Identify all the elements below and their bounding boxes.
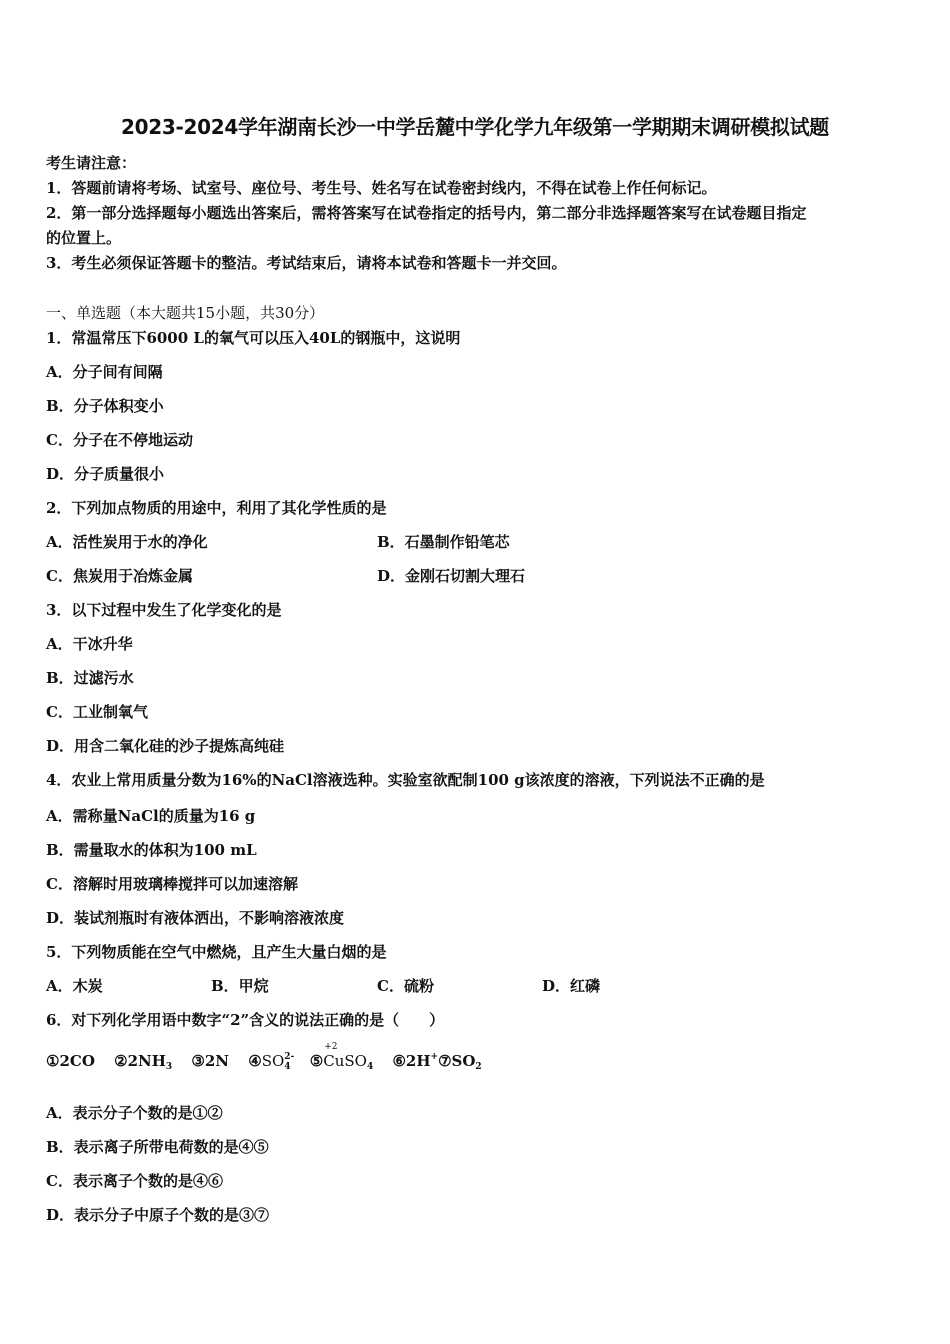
option-3b: B．过滤污水 <box>46 669 134 687</box>
notice-item: 2．第一部分选择题每小题选出答案后，需将答案写在试卷指定的括号内，第二部分非选择题答案写在试卷题目指定 <box>46 204 807 222</box>
option-3d: D．用含二氧化硅的沙子提炼高纯硅 <box>46 737 285 755</box>
option-4a: A．需称量NaCl的质量为16 g <box>46 807 256 825</box>
formula-5: ⑤ +2 CuSO$_4$ <box>309 1042 374 1072</box>
question-stem-4: 4．农业上常用质量分数为16%的NaCl溶液选种。实验室欲配制100 g该浓度的溶液，下列说法不正确的是 <box>46 771 765 789</box>
question-stem-3: 3．以下过程中发生了化学变化的是 <box>46 601 282 619</box>
option-6a: A．表示分子个数的是①② <box>46 1104 223 1122</box>
option-6c: C．表示离子个数的是④⑥ <box>46 1172 223 1190</box>
notice-heading: 考生请注意： <box>46 154 137 172</box>
option-5c: C．硫粉 <box>377 977 434 995</box>
option-6b: B．表示离子所带电荷数的是④⑤ <box>46 1138 269 1156</box>
option-2a: A．活性炭用于水的净化 <box>46 533 208 551</box>
page-title: 2023-2024学年湖南长沙一中学岳麓中学化学九年级第一学期期末调研模拟试题 <box>121 115 829 139</box>
notice-item: 的位置上。 <box>46 229 122 247</box>
formula-6-7: $⑥2H^+⑦SO_2$ <box>392 1052 482 1072</box>
question-stem-6: 6．对下列化学用语中数字“2”含义的说法正确的是（ ） <box>46 1011 445 1029</box>
notice-item: 1．答题前请将考场、试室号、座位号、考生号、姓名写在试卷密封线内，不得在试卷上作任何标记。 <box>46 179 717 197</box>
formula-3: ③2N <box>191 1052 230 1070</box>
formula-2: $②2NH_3$ <box>114 1052 173 1072</box>
formula-1: ①2CO <box>46 1052 95 1070</box>
option-1d: D．分子质量很小 <box>46 465 165 483</box>
option-4d: D．装试剂瓶时有液体洒出，不影响溶液浓度 <box>46 909 345 927</box>
section-heading: 一、单选题（本大题共15小题，共30分） <box>46 304 325 322</box>
option-5d: D．红磷 <box>542 977 601 995</box>
option-1c: C．分子在不停地运动 <box>46 431 193 449</box>
option-1a: A．分子间有间隔 <box>46 363 163 381</box>
formula-4: $④SO_{4 2-}$ <box>248 1052 295 1072</box>
option-5a: A．木炭 <box>46 977 103 995</box>
formula-row <box>46 1042 482 1082</box>
notice-item: 3．考生必须保证答题卡的整洁。考试结束后，请将本试卷和答题卡一并交回。 <box>46 254 567 272</box>
option-2d: D．金刚石切割大理石 <box>377 567 526 585</box>
option-6d: D．表示分子中原子个数的是③⑦ <box>46 1206 270 1224</box>
question-stem-5: 5．下列物质能在空气中燃烧，且产生大量白烟的是 <box>46 943 387 961</box>
option-2c: C．焦炭用于冶炼金属 <box>46 567 193 585</box>
option-3c: C．工业制氧气 <box>46 703 148 721</box>
option-5b: B．甲烷 <box>211 977 269 995</box>
option-1b: B．分子体积变小 <box>46 397 164 415</box>
question-stem-2: 2．下列加点物质的用途中，利用了其化学性质的是 <box>46 499 387 517</box>
question-stem-1: 1．常温常压下6000 L的氧气可以压入40L的钢瓶中，这说明 <box>46 329 461 347</box>
option-4b: B．需量取水的体积为100 mL <box>46 841 257 859</box>
option-4c: C．溶解时用玻璃棒搅拌可以加速溶解 <box>46 875 298 893</box>
option-2b: B．石墨制作铅笔芯 <box>377 533 510 551</box>
option-3a: A．干冰升华 <box>46 635 133 653</box>
